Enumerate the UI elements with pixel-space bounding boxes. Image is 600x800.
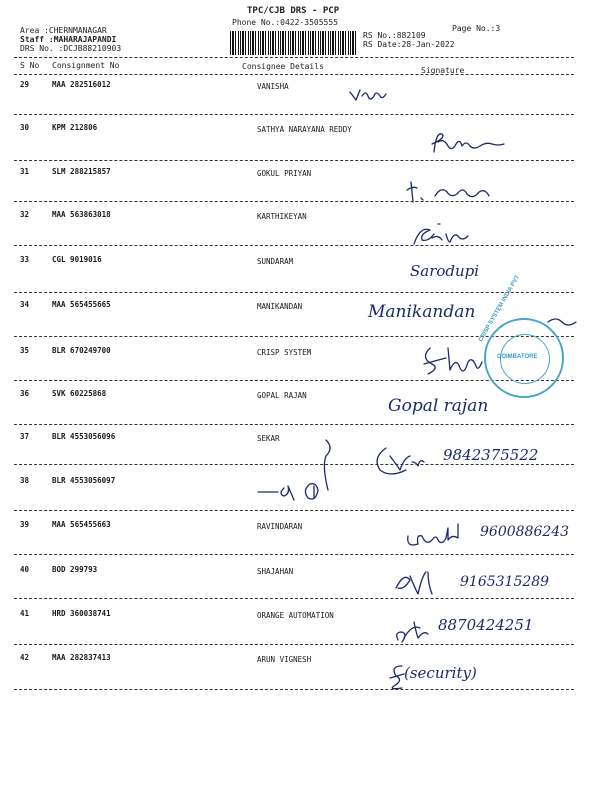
sheet-title: TPC/CJB DRS - PCP bbox=[247, 6, 340, 16]
row-sno: 29 bbox=[20, 80, 30, 89]
signature-ravindaran bbox=[402, 522, 472, 552]
row-consignment: BLR 670249700 bbox=[52, 346, 111, 355]
row-sno: 39 bbox=[20, 520, 30, 529]
row-consignment: KPM 212806 bbox=[52, 123, 98, 132]
handwriting-phone-40: 9165315289 bbox=[460, 574, 550, 590]
stamp-center-text: COIMBATORE bbox=[497, 354, 538, 360]
row-consignee: CRISP SYSTEM bbox=[257, 348, 312, 357]
page-number: Page No.:3 bbox=[452, 24, 501, 33]
handwriting-gopal: Gopal rajan bbox=[388, 396, 489, 416]
row-sno: 41 bbox=[20, 609, 30, 618]
signature-sathya bbox=[428, 128, 508, 158]
row-consignee: SHAJAHAN bbox=[257, 567, 294, 576]
column-header-divider bbox=[14, 74, 574, 75]
col-consignment: Consignment No bbox=[52, 61, 120, 70]
signature-row38 bbox=[256, 480, 336, 504]
row-consignment: HRD 360038741 bbox=[52, 609, 111, 618]
row-consignee: SUNDARAM bbox=[257, 257, 294, 266]
header-divider bbox=[14, 57, 574, 58]
row-consignment: MAA 563863018 bbox=[52, 210, 111, 219]
area-label: Area :CHERNMANAGAR bbox=[20, 26, 107, 35]
signature-sekar bbox=[370, 440, 440, 480]
signature-gokul bbox=[405, 178, 510, 208]
row-divider bbox=[14, 554, 574, 555]
row-sno: 30 bbox=[20, 123, 30, 132]
row-divider bbox=[14, 464, 574, 465]
row-sno: 35 bbox=[20, 346, 30, 355]
handwriting-phone-37: 9842375522 bbox=[443, 446, 539, 464]
rs-date: RS Date:28-Jan-2022 bbox=[363, 40, 455, 49]
barcode bbox=[230, 31, 358, 55]
row-sno: 31 bbox=[20, 167, 30, 176]
handwriting-phone-39: 9600886243 bbox=[480, 524, 570, 540]
row-divider bbox=[14, 598, 574, 599]
handwriting-sundaram: Sarodupi bbox=[410, 262, 480, 280]
row-consignee: VANISHA bbox=[257, 82, 289, 91]
signature-shajahan bbox=[392, 568, 442, 602]
row-sno: 37 bbox=[20, 432, 30, 441]
row-sno: 38 bbox=[20, 476, 30, 485]
handwriting-phone-41: 8870424251 bbox=[438, 616, 534, 634]
row-consignee: GOPAL RAJAN bbox=[257, 391, 307, 400]
row-sno: 33 bbox=[20, 255, 30, 264]
signature-karthikeyan bbox=[410, 222, 480, 250]
handwriting-security: (security) bbox=[404, 664, 477, 682]
row-consignee: ORANGE AUTOMATION bbox=[257, 611, 334, 620]
rs-number: RS No.:882109 bbox=[363, 31, 426, 40]
signature-orange bbox=[392, 618, 442, 648]
row-consignee: RAVINDARAN bbox=[257, 522, 303, 531]
row-consignee: SATHYA NARAYANA REDDY bbox=[257, 125, 352, 134]
row-sno: 36 bbox=[20, 389, 30, 398]
row-consignment: SVK 60225868 bbox=[52, 389, 107, 398]
row-sno: 40 bbox=[20, 565, 30, 574]
row-consignment: MAA 565455663 bbox=[52, 520, 111, 529]
row-divider bbox=[14, 689, 574, 690]
row-sno: 42 bbox=[20, 653, 30, 662]
row-sno: 34 bbox=[20, 300, 30, 309]
signature-crisp bbox=[418, 344, 488, 376]
row-divider bbox=[14, 510, 574, 511]
row-consignment: CGL 9019016 bbox=[52, 255, 102, 264]
row-consignee: ARUN VIGNESH bbox=[257, 655, 312, 664]
row-divider bbox=[14, 292, 574, 293]
row-divider bbox=[14, 644, 574, 645]
row-consignee: KARTHIKEYAN bbox=[257, 212, 307, 221]
col-sno: S No bbox=[20, 61, 40, 70]
row-consignment: SLM 288215857 bbox=[52, 167, 111, 176]
row-consignment: BLR 4553056097 bbox=[52, 476, 116, 485]
row-consignment: MAA 282516012 bbox=[52, 80, 111, 89]
col-signature: Signature bbox=[421, 66, 465, 75]
row-consignment: BLR 4553056096 bbox=[52, 432, 116, 441]
row-consignment: BOD 299793 bbox=[52, 565, 98, 574]
row-divider bbox=[14, 424, 574, 425]
row-divider bbox=[14, 114, 574, 115]
col-consignee: Consignee Details bbox=[242, 62, 324, 71]
row-sno: 32 bbox=[20, 210, 30, 219]
signature-manikandan-tail bbox=[548, 316, 588, 328]
row-divider bbox=[14, 160, 574, 161]
row-consignee: SEKAR bbox=[257, 434, 280, 443]
handwriting-manikandan: Manikandan bbox=[368, 302, 476, 322]
row-consignee: MANIKANDAN bbox=[257, 302, 303, 311]
row-divider bbox=[14, 245, 574, 246]
row-consignee: GOKUL PRIYAN bbox=[257, 169, 312, 178]
row-consignment: MAA 282837413 bbox=[52, 653, 111, 662]
row-consignment: MAA 565455665 bbox=[52, 300, 111, 309]
signature-vanisha bbox=[348, 84, 388, 104]
phone-number: Phone No.:0422-3505555 bbox=[232, 18, 338, 27]
stamp-outer-text: CRISP SYSTEM INDIA PVT bbox=[478, 274, 522, 343]
drs-number: DRS No. :DCJB88210903 bbox=[20, 44, 122, 53]
staff-label: Staff :MAHARAJAPANDI bbox=[20, 35, 117, 44]
